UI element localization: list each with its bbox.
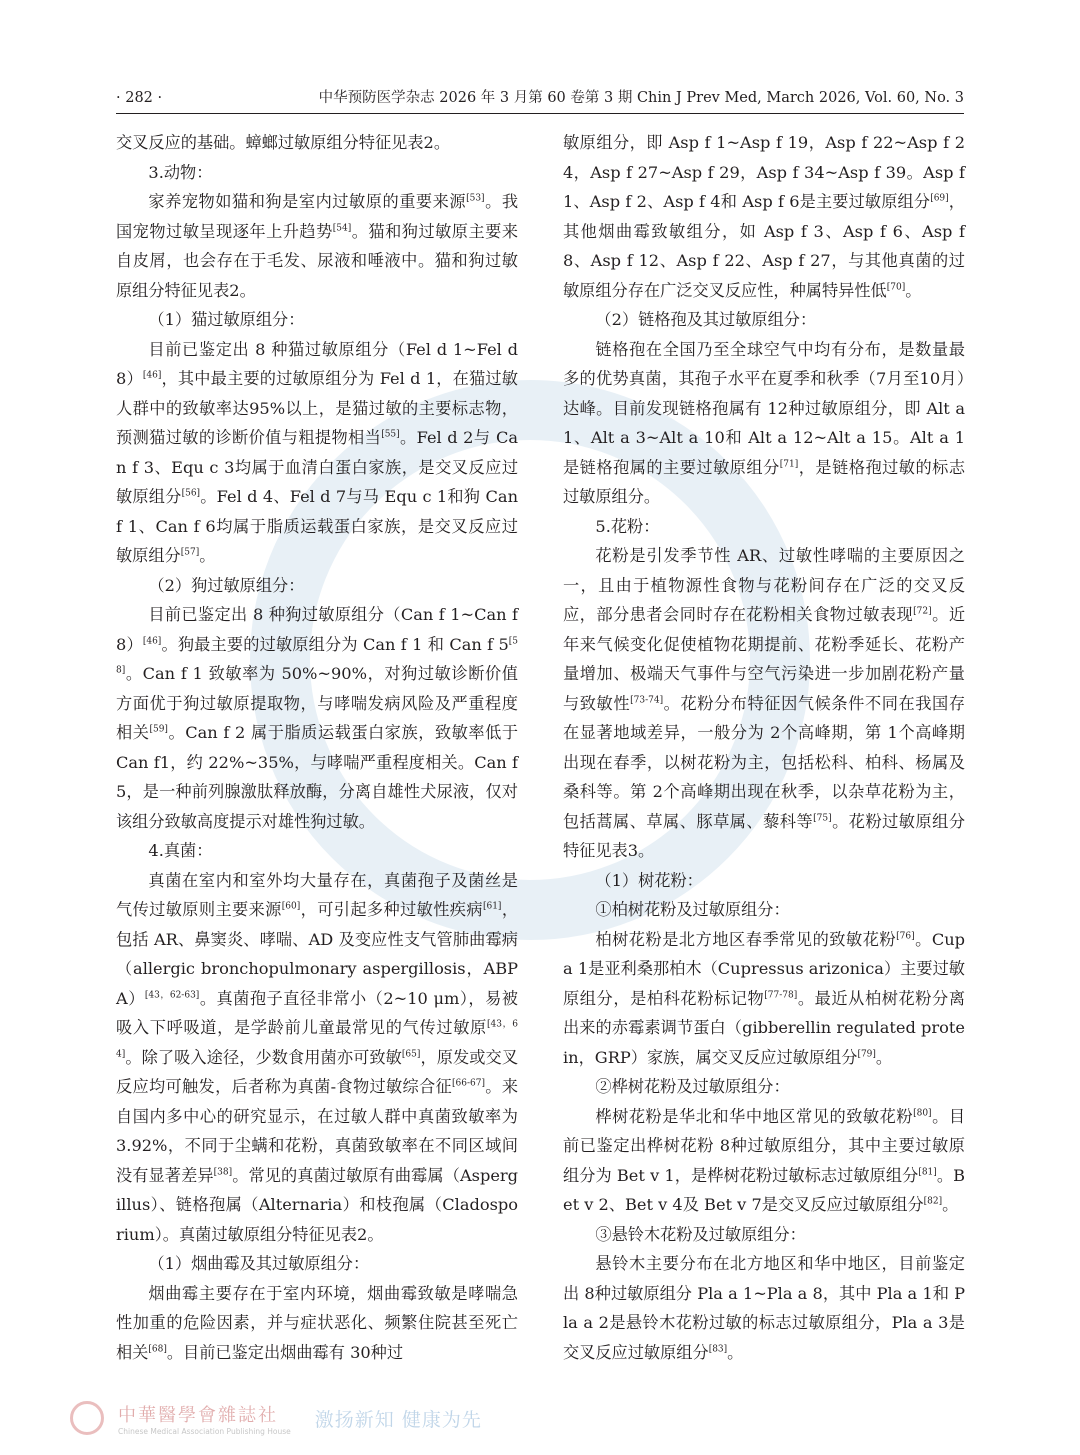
paragraph: 桦树花粉是华北和华中地区常见的致敏花粉[80]。目前已鉴定出桦树花粉 8种过敏原组分，其中主要过敏原组分为 Bet v 1，是桦树花粉过敏标志过敏原组分[81]。Bet v 2、Bet v 4及 Bet v 7是交叉反应过敏原组分[82]。: [563, 1106, 966, 1214]
citation-marker: [60]: [281, 901, 301, 912]
citation-marker: [66-67]: [452, 1078, 485, 1089]
running-header: [116, 86, 964, 110]
citation-marker: [80]: [913, 1108, 932, 1119]
paragraph: 链格孢在全国乃至全球空气中均有分布，是数量最多的优势真菌，其孢子水平在夏季和秋季（7月至10月）达峰。目前发现链格孢属有 12种过敏原组分，即 Alt a 1、Alt a 3~Alt a 10和 Alt a 12~Alt a 15。Alt a 1是链格孢属的主要过敏原组分[71]，是链格孢过敏的标志过敏原组分。: [563, 339, 966, 506]
citation-marker: [57]: [180, 547, 200, 558]
left-column: [116, 128, 518, 1367]
paragraph: 交叉反应的基础。蟑螂过敏原组分特征见表2。: [116, 133, 451, 152]
citation-marker: [69]: [930, 193, 949, 204]
subsection-heading-cypress: ①柏树花粉及过敏原组分：: [595, 900, 790, 919]
paragraph: 悬铃木主要分布在北方地区和华中地区，目前鉴定出 8种过敏原组分 Pla a 1~Pla a 8，其中 Pla a 1和 Pla a 2是悬铃木花粉过敏的标志过敏原组分，Pla a 3是交叉反应过敏原组分[83]。: [563, 1254, 965, 1362]
section-heading-pollen: 5.花粉：: [595, 516, 660, 536]
subsection-heading-dog: （2）狗过敏原组分：: [148, 575, 305, 595]
citation-marker: [71]: [779, 459, 799, 470]
right-column: [563, 128, 965, 1367]
publisher-name-en: Chinese Medical Association Publishing House: [118, 1426, 291, 1436]
citation-marker: [46]: [142, 636, 162, 647]
citation-marker: [43，62-63]: [144, 990, 200, 1001]
paragraph: 家养宠物如猫和狗是室内过敏原的重要来源[53]。我国宠物过敏呈现逐年上升趋势[54]。猫和狗过敏原主要来自皮屑，也会存在于毛发、尿液和唾液中。猫和狗过敏原组分特征见表2。: [116, 192, 519, 300]
citation-marker: [59]: [149, 724, 168, 735]
citation-marker: [58]: [116, 636, 518, 676]
citation-marker: [61]: [482, 901, 502, 912]
citation-marker: [55]: [381, 429, 400, 440]
publisher-slogan: 激扬新知 健康为先: [314, 1408, 482, 1431]
subsection-heading-aspergillus: （1）烟曲霉及其过敏原组分：: [148, 1254, 370, 1273]
section-heading-fungi: 4.真菌：: [148, 841, 213, 860]
citation-marker: [82]: [923, 1196, 943, 1207]
citation-marker: [38]: [213, 1167, 233, 1178]
citation-marker: [72]: [913, 606, 932, 617]
publisher-footer: [70, 1398, 482, 1438]
running-title: 中华预防医学杂志 2026 年 3 月第 60 卷第 3 期 Chin J Prev Med, March 2026, Vol. 60, No. 3: [318, 90, 964, 106]
subsection-heading-alternaria: （2）链格孢及其过敏原组分：: [595, 310, 817, 329]
subsection-heading-tree-pollen: （1）树花粉：: [595, 870, 703, 890]
citation-marker: [70]: [886, 282, 906, 293]
subsection-heading-cat: （1）猫过敏原组分：: [148, 310, 305, 329]
citation-marker: [75]: [813, 813, 832, 824]
citation-marker: [46]: [142, 370, 162, 381]
citation-marker: [53]: [466, 193, 485, 204]
citation-marker: [43，64]: [116, 1019, 518, 1060]
paragraph: 花粉是引发季节性 AR、过敏性哮喘的主要原因之一，且由于植物源性食物与花粉间存在广泛的交叉反应，部分患者会同时存在花粉相关食物过敏表现[72]。近年来气候变化促使植物花期提前、花粉季延长、花粉产量增加、极端天气事件与空气污染进一步加剧花粉产量与致敏性[73-74]。花粉分布特征因气候条件不同在我国存在显著地域差异，一般分为 2个高峰期，第 1个高峰期出现在春季，以树花粉为主，包括松科、柏科、杨属及桑科等。第 2个高峰期出现在秋季，以杂草花粉为主，包括蒿属、草属、豚草属、藜科等[75]。花粉过敏原组分特征见表3。: [563, 546, 966, 860]
citation-marker: [83]: [708, 1344, 728, 1355]
page-number: · 282 ·: [116, 90, 163, 106]
citation-marker: [65]: [401, 1049, 421, 1060]
paragraph: 目前已鉴定出 8 种狗过敏原组分（Can f 1~Can f 8）[46]。狗最主要的过敏原组分为 Can f 1 和 Can f 5[58]。Can f 1 致敏率为 50%~90%，对狗过敏诊断价值方面优于狗过敏原提取物，与哮喘发病风险及严重程度相关[59]。Can f 2 属于脂质运载蛋白家族，致敏率低于 Can f1，约 22%~35%，与哮喘严重程度相关。Can f 5，是一种前列腺激肽释放酶，分离自雄性犬尿液，仅对该组分致敏高度提示对雄性狗过敏。: [116, 605, 519, 831]
paragraph: 敏原组分，即 Asp f 1~Asp f 19，Asp f 22~Asp f 24，Asp f 27~Asp f 29，Asp f 34~Asp f 39。Asp f 1、Asp f 2、Asp f 4和 Asp f 6是主要过敏原组分[69]，其他烟曲霉致敏组分，如 Asp f 3、Asp f 6、Asp f 8、Asp f 12、Asp f 22、Asp f 27，与其他真菌的过敏原组分存在广泛交叉反应性，种属特异性低[70]。: [563, 133, 965, 300]
citation-marker: [79]: [857, 1049, 876, 1060]
citation-marker: [76]: [896, 931, 915, 942]
subsection-heading-plane-tree: ③悬铃木花粉及过敏原组分：: [595, 1224, 806, 1244]
citation-marker: [77-78]: [764, 990, 798, 1001]
section-heading-animals: 3.动物：: [148, 162, 213, 182]
publisher-name-cn: 中華醫學會雜誌社: [118, 1404, 278, 1426]
subsection-heading-birch: ②桦树花粉及过敏原组分：: [595, 1077, 790, 1096]
citation-marker: [56]: [181, 488, 201, 499]
header-divider: [116, 113, 964, 114]
paragraph: 目前已鉴定出 8 种猫过敏原组分（Fel d 1~Fel d 8）[46]，其中最主要的过敏原组分为 Fel d 1，在猫过敏人群中的致敏率达95%以上，是猫过敏的主要标志物，预测猫过敏的诊断价值与粗提物相当[55]。Fel d 2与 Can f 3、Equ c 3均属于血清白蛋白家族，是交叉反应过敏原组分[56]。Fel d 4、Fel d 7与马 Equ c 1和狗 Can f 1、Can f 6均属于脂质运载蛋白家族，是交叉反应过敏原组分[57]。: [116, 339, 519, 565]
citation-marker: [54]: [332, 223, 352, 234]
citation-marker: [68]: [148, 1344, 167, 1355]
paragraph: 烟曲霉主要存在于室内环境，烟曲霉致敏是哮喘急性加重的危险因素，并与症状恶化、频繁住院甚至死亡相关[68]。目前已鉴定出烟曲霉有 30种过: [116, 1283, 518, 1362]
citation-marker: [73-74]: [630, 695, 664, 706]
paragraph: 真菌在室内和室外均大量存在，真菌孢子及菌丝是气传过敏原则主要来源[60]，可引起多种过敏性疾病[61]，包括 AR、鼻窦炎、哮喘、AD 及变应性支气管肺曲霉病（allergic bronchopulmonary aspergillosis，ABPA）[43，62-63]。真菌孢子直径非常小（2~10 μm），易被吸入下呼吸道，是学龄前儿童最常见的气传过敏原[43，64]。除了吸入途径，少数食用菌亦可致敏[65]，原发或交叉反应均可触发，后者称为真菌-食物过敏综合征[66-67]。来自国内多中心的研究显示，在过敏人群中真菌致敏率为 3.92%，不同于尘螨和花粉，真菌致敏率在不同区域间没有显著差异[38]。常见的真菌过敏原有曲霉属（Aspergillus）、链格孢属（Alternaria）和枝孢属（Cladosporium）。真菌过敏原组分特征见表2。: [116, 870, 519, 1244]
citation-marker: [81]: [918, 1167, 937, 1178]
paragraph: 柏树花粉是北方地区春季常见的致敏花粉[76]。Cup a 1是亚利桑那柏木（Cupressus arizonica）主要过敏原组分，是柏科花粉标记物[77-78]。最近从柏树花粉分离出来的赤霉素调节蛋白（gibberellin regulated protein，GRP）家族，属交叉反应过敏原组分[79]。: [563, 929, 966, 1067]
publisher-seal-icon: [70, 1401, 104, 1435]
